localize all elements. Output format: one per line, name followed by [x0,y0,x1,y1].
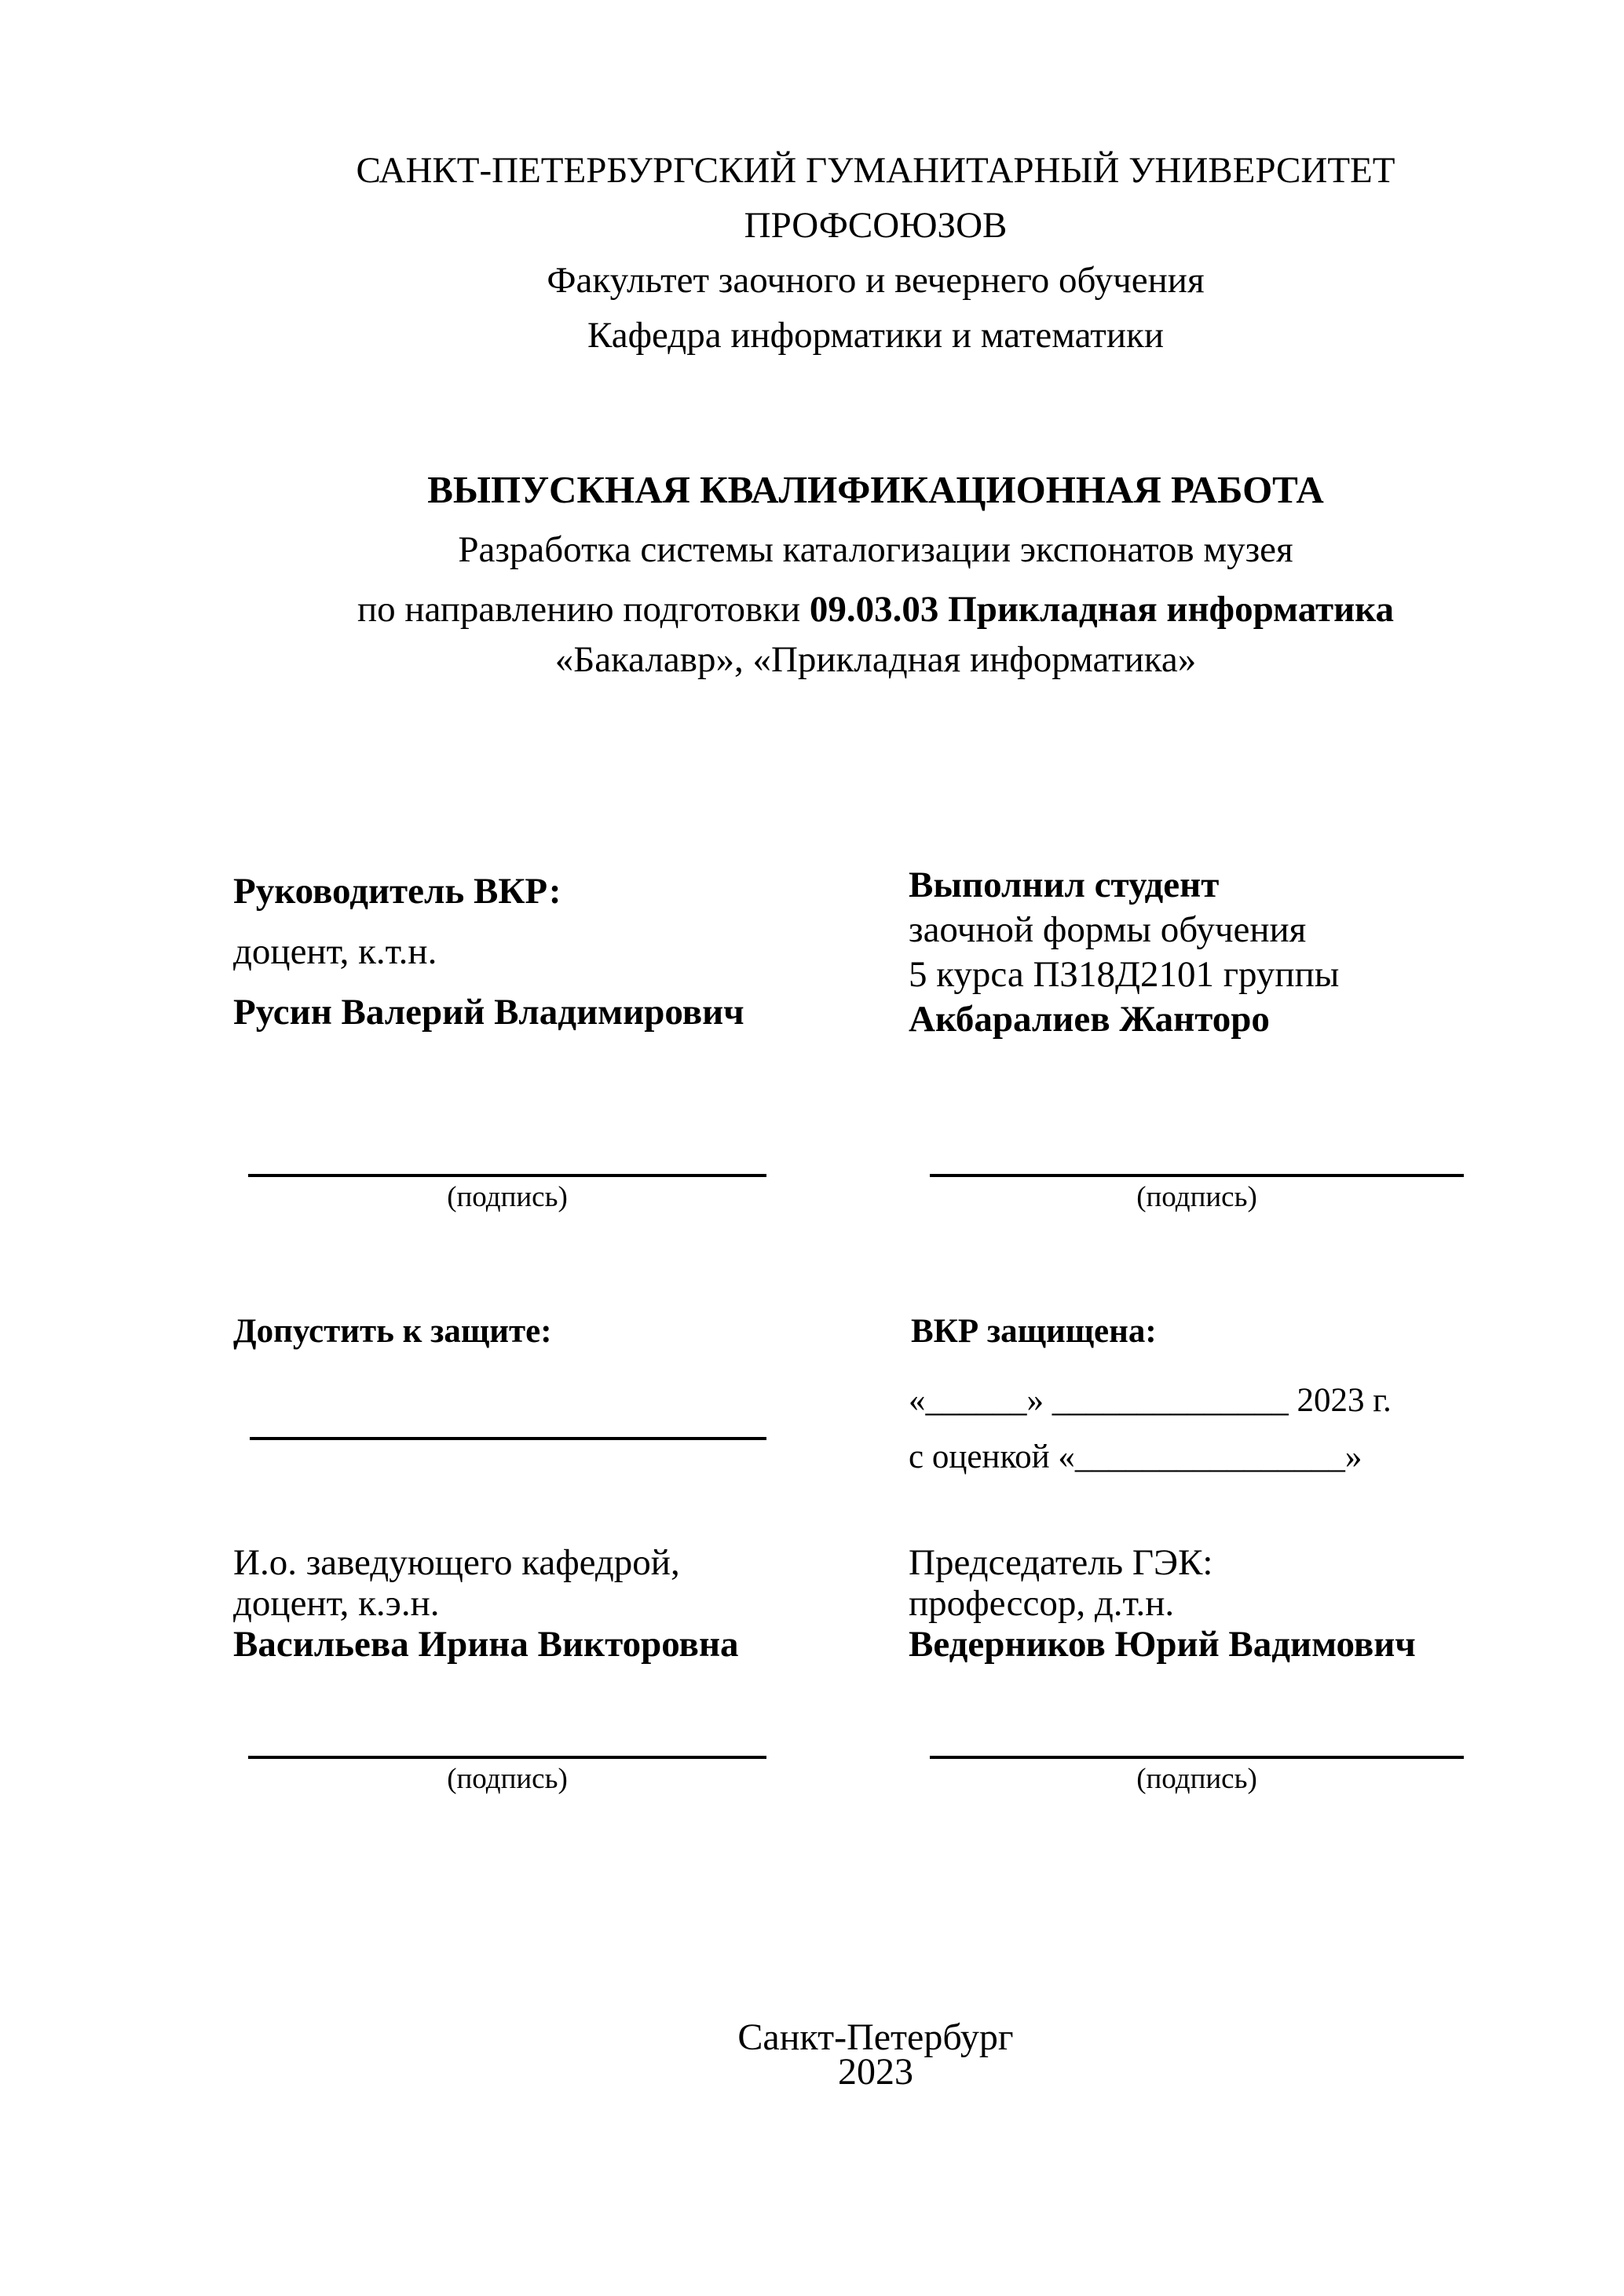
supervisor-name: Русин Валерий Владимирович [233,992,744,1033]
document-footer [236,2016,1516,2093]
student-block [909,863,1521,1042]
title-block [236,460,1516,680]
student-study-form: заочной формы обучения [909,909,1307,950]
signature-caption: (подпись) [447,1181,568,1213]
student-signature-field [930,1174,1464,1212]
defense-grade-line: с оценкой «________________» [909,1439,1362,1475]
footer-year: 2023 [838,2051,913,2093]
work-type-title: ВЫПУСКНАЯ КВАЛИФИКАЦИОННАЯ РАБОТА [427,468,1324,511]
admission-signature-line [250,1437,766,1440]
supervisor-rank: доцент, к.т.н. [233,931,437,972]
footer-city: Санкт-Петербург [737,2016,1014,2058]
university-name: САНКТ-ПЕТЕРБУРГСКИЙ ГУМАНИТАРНЫЙ УНИВЕРСИТЕТ ПРОФСОЮЗОВ [356,150,1395,246]
faculty-name: Факультет заочного и вечернего обучения [547,260,1205,301]
department-name: Кафедра информатики и математики [587,315,1164,356]
signature-line [930,1756,1464,1759]
gek-chairman-rank: профессор, д.т.н. [909,1583,1175,1624]
defense-heading: ВКР защищена: [911,1313,1157,1350]
signature-caption: (подпись) [447,1763,568,1795]
defense-date-line: «______» ______________ 2023 г. [909,1382,1392,1419]
department-head-signature-field [248,1756,766,1793]
department-head-position: И.о. заведующего кафедрой, [233,1542,680,1583]
supervisor-heading: Руководитель ВКР: [233,871,561,912]
signature-line [248,1756,766,1759]
gek-chairman-position: Председатель ГЭК: [909,1542,1213,1583]
document-header [236,143,1516,363]
signature-line [248,1174,766,1177]
gek-chairman-name: Ведерников Юрий Вадимович [909,1624,1416,1665]
admission-heading: Допустить к защите: [233,1313,552,1350]
gek-chairman-signature-field [930,1756,1464,1793]
thesis-topic: Разработка системы каталогизации экспонатов музея [458,529,1293,570]
gek-chairman-block [909,1542,1521,1665]
signature-caption: (подпись) [1136,1181,1257,1213]
department-head-name: Васильева Ирина Викторовна [233,1624,739,1665]
student-heading: Выполнил студент [909,865,1220,905]
signature-caption: (подпись) [1136,1763,1257,1795]
department-head-rank: доцент, к.э.н. [233,1583,440,1624]
signature-line [930,1174,1464,1177]
supervisor-signature-field [248,1174,766,1212]
supervisor-block [233,861,814,1043]
direction-code-name: 09.03.03 Прикладная информатика [809,589,1395,630]
student-name: Акбаралиев Жанторо [909,999,1270,1040]
department-head-block [233,1542,830,1665]
direction-line [236,579,1516,639]
qualification-line: «Бакалавр», «Прикладная информатика» [554,639,1197,680]
student-group: 5 курса ПЗ18Д2101 группы [909,954,1340,995]
direction-prefix: по направлению подготовки [357,589,810,630]
